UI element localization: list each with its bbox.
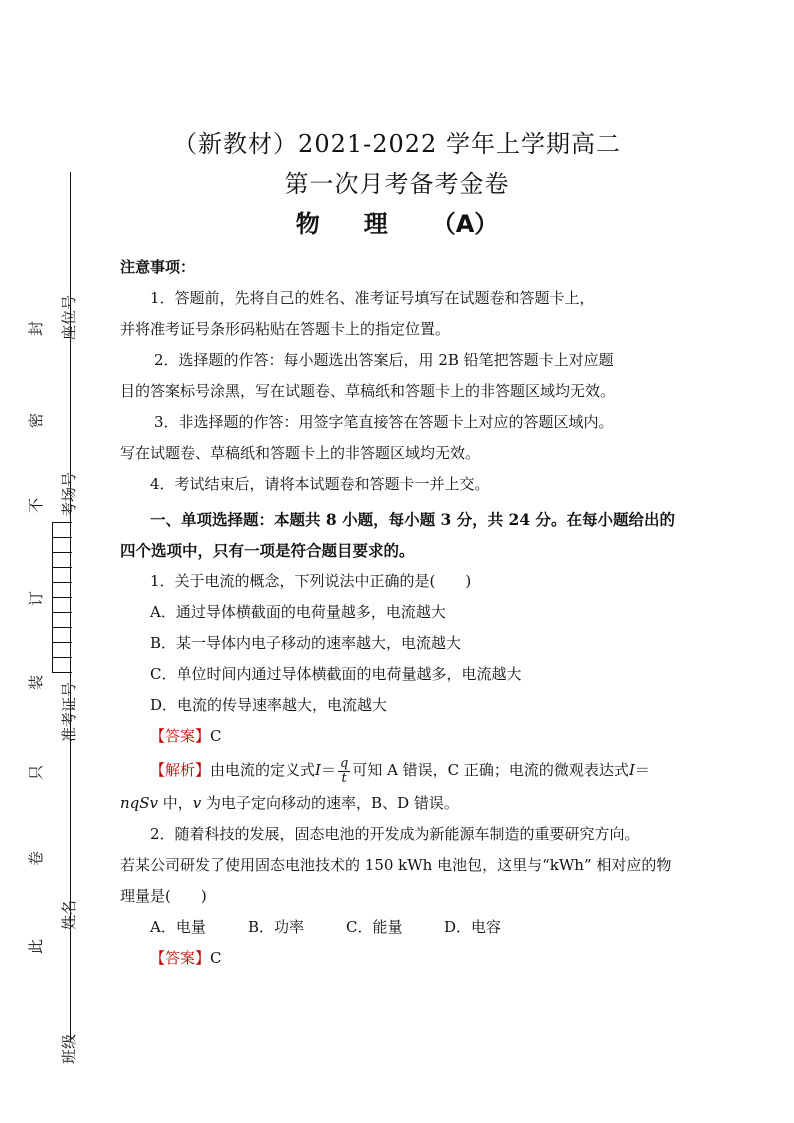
admission-id-label: 准考证号 [60, 681, 78, 742]
subject-char-2: 理 [363, 210, 388, 238]
analysis-text: 中， [158, 794, 193, 812]
exam-room-label: 考场号 [60, 471, 78, 517]
question-2-option-b: B．功率 [248, 918, 305, 936]
question-1-analysis-cont [120, 788, 676, 819]
notice-line: 2．选择题的作答：每小题选出答案后，用 2B 铅笔把答题卡上对应题 [154, 351, 614, 369]
answer-tag: 【答案】 [150, 949, 211, 967]
question-1-option-c: C．单位时间内通过导体横截面的电荷量越多，电流越大 [150, 665, 522, 683]
question-2-option-d: D．电容 [444, 918, 502, 936]
notice-line: 目的答案标号涂黑，写在试题卷、草稿纸和答题卡上的非答题区域均无效。 [120, 382, 616, 400]
seal-char: 只 [27, 764, 46, 781]
question-1-analysis [120, 752, 676, 788]
seat-number-label: 座位号 [60, 294, 78, 340]
formula-var: I [315, 761, 321, 779]
question-2-stem-cont: 若某公司研发了使用固态电池技术的 150 kWh 电池包，这里与“kWh” 相对应的物 [120, 856, 672, 874]
question-2-option-c: C．能量 [346, 918, 403, 936]
subject-title [0, 204, 794, 239]
formula-var: v [192, 794, 202, 812]
formula-var: nqSv [120, 794, 159, 812]
exam-title: （新教材）2021-2022 学年上学期高二 [173, 130, 621, 158]
formula-eq: ＝ [634, 761, 650, 779]
question-2-stem: 2．随着科技的发展，固态电池的开发成为新能源车制造的重要研究方向。 [150, 825, 640, 843]
question-2-option-a: A．电量 [150, 918, 206, 936]
analysis-text: 为电子定向移动的速率，B、D 错误。 [201, 794, 459, 812]
question-1-option-d: D．电流的传导速率越大，电流越大 [150, 696, 388, 714]
formula-fraction [338, 757, 350, 786]
question-1-stem: 1．关于电流的概念，下列说法中正确的是( ) [150, 572, 472, 590]
seal-char: 装 [27, 674, 46, 691]
section-heading: 一、单项选择题：本题共 8 小题，每小题 3 分，共 24 分。在每小题给出的 [150, 510, 676, 529]
seal-char: 订 [27, 590, 46, 607]
answer-tag: 【答案】 [150, 727, 211, 745]
section-heading-cont: 四个选项中，只有一项是符合题目要求的。 [120, 541, 415, 560]
notice-line: 3．非选择题的作答：用签字笔直接答在答题卡上对应的答题区域内。 [154, 413, 614, 431]
seal-char: 此 [27, 938, 46, 955]
subject-char-1: 物 [295, 210, 320, 238]
exam-content [120, 252, 676, 974]
notice-title: 注意事项： [120, 258, 196, 276]
answer-value: C [210, 949, 222, 967]
notice-line: 4．考试结束后，请将本试题卷和答题卡一并上交。 [150, 475, 490, 493]
notice-line: 并将准考证号条形码粘贴在答题卡上的指定位置。 [120, 320, 451, 338]
notice-line: 写在试题卷、草稿纸和答题卡上的非答题区域均无效。 [120, 444, 481, 462]
question-1-option-a: A．通过导体横截面的电荷量越多，电流越大 [150, 603, 446, 621]
class-label: 班级 [60, 1033, 78, 1064]
formula-var: I [628, 761, 635, 779]
name-label: 姓名 [60, 899, 78, 930]
seal-char: 不 [27, 497, 46, 514]
question-2-options [120, 912, 676, 943]
fraction-numerator: q [339, 755, 349, 771]
formula-eq: ＝ [320, 761, 336, 779]
question-2-stem-cont: 理量是( ) [120, 887, 207, 905]
analysis-text: 由电流的定义式 [210, 761, 316, 779]
id-number-grid [52, 522, 72, 673]
answer-value: C [210, 727, 222, 745]
seal-char: 密 [27, 412, 46, 429]
paper-version: （A） [431, 210, 499, 238]
question-1-answer [120, 721, 676, 752]
analysis-text: 可知 A 错误，C 正确；电流的微观表达式 [352, 761, 629, 779]
seal-char: 封 [27, 320, 46, 337]
question-2-answer [120, 943, 676, 974]
question-1-option-b: B．某一导体内电子移动的速率越大，电流越大 [150, 634, 462, 652]
seal-char: 卷 [27, 850, 46, 867]
analysis-tag: 【解析】 [150, 761, 211, 779]
notice-line: 1．答题前，先将自己的姓名、准考证号填写在试题卷和答题卡上， [150, 289, 595, 307]
exam-subtitle: 第一次月考备考金卷 [284, 170, 510, 198]
fraction-denominator: t [341, 770, 347, 786]
